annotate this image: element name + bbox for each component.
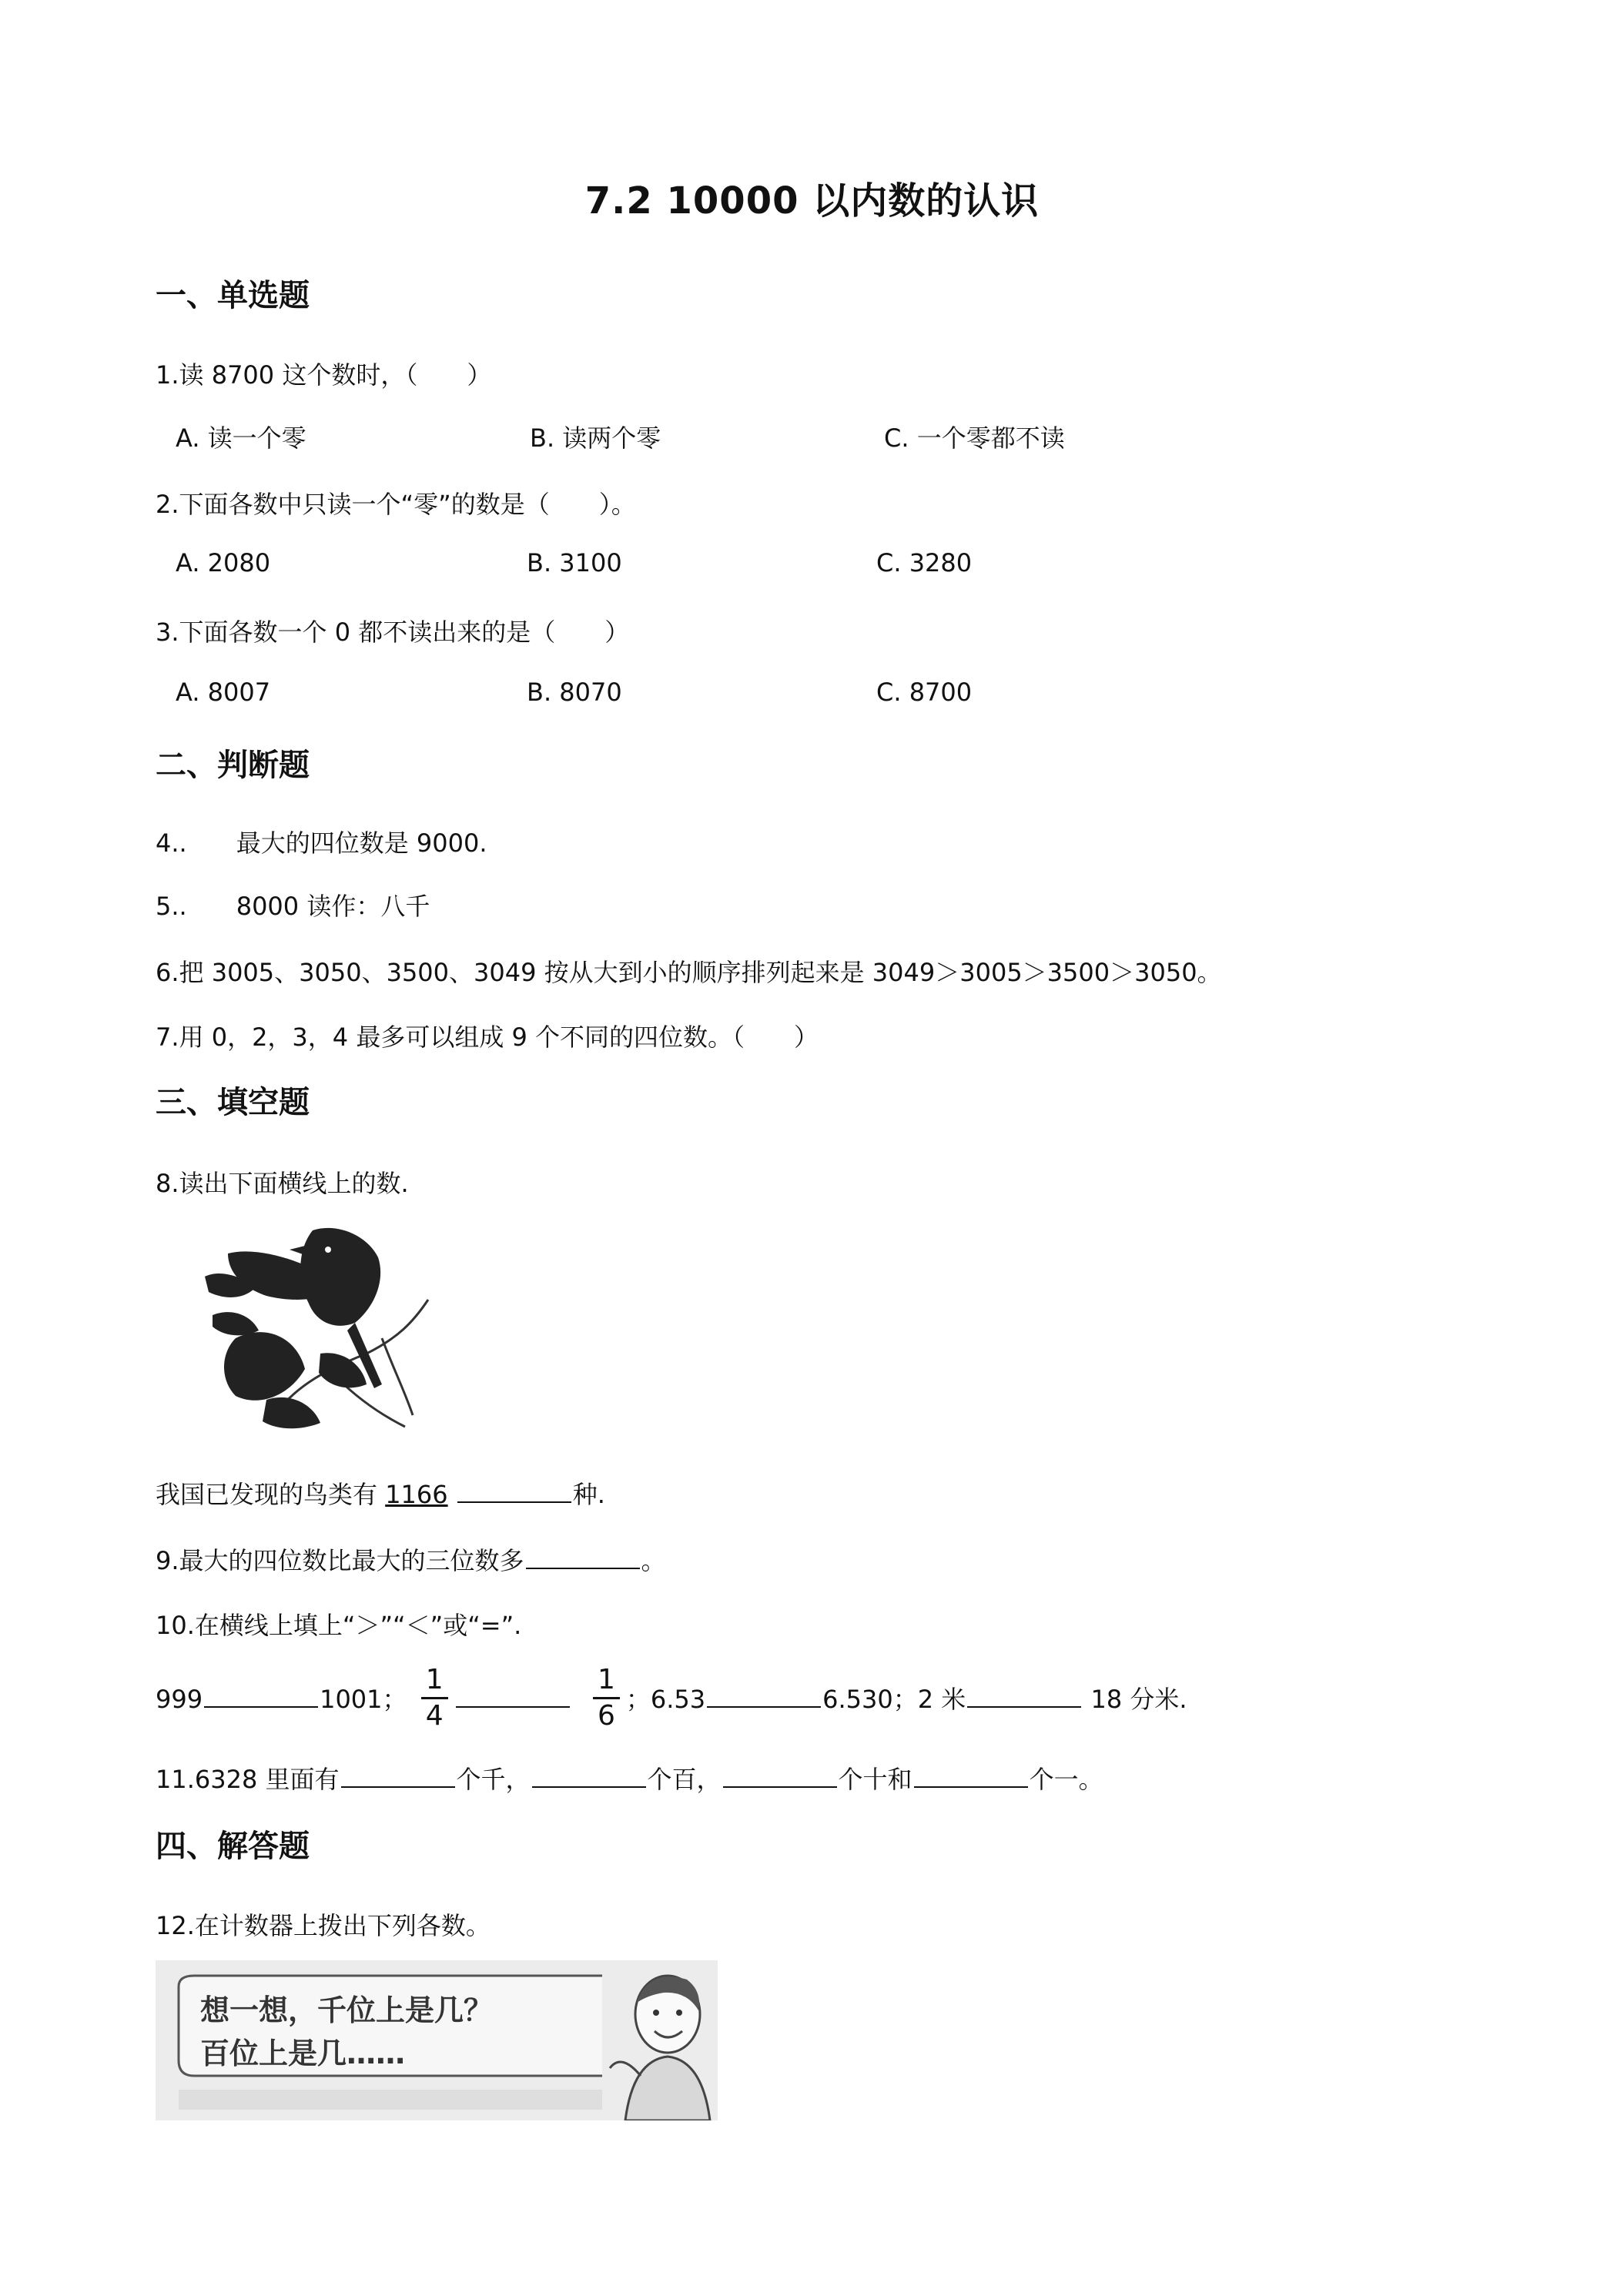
question-2-option-b: B. 3100 bbox=[527, 548, 622, 577]
question-7: 7.用 0，2，3，4 最多可以组成 9 个不同的四位数。（ ） bbox=[156, 1022, 819, 1052]
question-2-option-c: C. 3280 bbox=[876, 548, 973, 577]
section-heading-fill-blank: 三、填空题 bbox=[156, 1085, 310, 1120]
fraction-one-quarter: $\frac{1}{4}$ bbox=[421, 1666, 448, 1730]
question-1-stem: 1.读 8700 这个数时，（ ） bbox=[156, 360, 492, 390]
fraction-one-sixth: $\frac{1}{6}$ bbox=[593, 1666, 620, 1730]
question-4: 4.. 最大的四位数是 9000. bbox=[156, 828, 487, 858]
question-10-blank-1[interactable] bbox=[204, 1683, 318, 1708]
question-11-part-4: 个十和 bbox=[838, 1765, 912, 1794]
question-10-comparisons bbox=[156, 1665, 1187, 1734]
question-10-blank-2[interactable] bbox=[456, 1683, 570, 1708]
question-10-part-5: 18 分米. bbox=[1090, 1685, 1187, 1714]
question-8-underlined-number: 1166 bbox=[385, 1480, 448, 1509]
question-11-part-3: 个百， bbox=[647, 1765, 722, 1794]
question-3-option-b: B. 8070 bbox=[527, 678, 622, 707]
question-11-part-1: 11.6328 里面有 bbox=[156, 1765, 340, 1794]
question-10-stem: 10.在横线上填上“＞”“＜”或“=”. bbox=[156, 1611, 522, 1640]
question-11-blank-4[interactable] bbox=[914, 1763, 1028, 1788]
question-3-option-a: A. 8007 bbox=[176, 678, 271, 707]
question-11-blank-1[interactable] bbox=[341, 1763, 455, 1788]
question-1-option-a: A. 读一个零 bbox=[176, 423, 306, 453]
question-10-blank-3[interactable] bbox=[707, 1683, 821, 1708]
question-11-part-2: 个千， bbox=[456, 1765, 531, 1794]
question-10-blank-4[interactable] bbox=[967, 1683, 1081, 1708]
question-8-answer-line bbox=[156, 1475, 605, 1511]
question-11-part-5: 个一。 bbox=[1029, 1765, 1103, 1794]
question-9-blank[interactable] bbox=[526, 1545, 640, 1569]
question-12-stem: 12.在计数器上拨出下列各数。 bbox=[156, 1911, 491, 1940]
section-heading-single-choice: 一、单选题 bbox=[156, 278, 310, 313]
question-11 bbox=[156, 1760, 1103, 1796]
question-10-part-4: 6.530；2 米 bbox=[822, 1685, 966, 1714]
bubble-text-line-1: 想一想，千位上是几？ bbox=[200, 1993, 494, 2027]
teacher-figure-icon bbox=[602, 1960, 718, 2120]
question-8-blank[interactable] bbox=[457, 1478, 571, 1503]
question-9 bbox=[156, 1541, 666, 1577]
question-1-option-c: C. 一个零都不读 bbox=[884, 423, 1065, 453]
question-2-option-a: A. 2080 bbox=[176, 548, 271, 577]
page-title: 7.2 10000 以内数的认识 bbox=[584, 179, 1040, 223]
question-11-blank-3[interactable] bbox=[723, 1763, 837, 1788]
question-9-end: 。 bbox=[641, 1546, 666, 1575]
question-5: 5.. 8000 读作：八千 bbox=[156, 892, 430, 921]
question-6: 6.把 3005、3050、3500、3049 按从大到小的顺序排列起来是 3049＞3005＞3500＞3050。 bbox=[156, 958, 1222, 987]
section-heading-true-false: 二、判断题 bbox=[156, 748, 310, 783]
question-1-option-b: B. 读两个零 bbox=[530, 423, 661, 453]
question-10-part-2: 1001； bbox=[320, 1685, 407, 1714]
question-3-stem: 3.下面各数一个 0 都不读出来的是（ ） bbox=[156, 618, 630, 647]
thinking-teacher-illustration bbox=[156, 1960, 718, 2120]
bird-illustration bbox=[182, 1223, 440, 1440]
question-9-text: 9.最大的四位数比最大的三位数多 bbox=[156, 1546, 524, 1575]
question-8-stem: 8.读出下面横线上的数. bbox=[156, 1169, 409, 1198]
question-10-part-3: ；6.53 bbox=[625, 1685, 706, 1714]
question-8-text-after: 种. bbox=[572, 1480, 605, 1509]
question-8-text-before: 我国已发现的鸟类有 bbox=[156, 1480, 386, 1509]
question-11-blank-2[interactable] bbox=[532, 1763, 646, 1788]
question-3-option-c: C. 8700 bbox=[876, 678, 973, 707]
section-heading-solve: 四、解答题 bbox=[156, 1829, 310, 1864]
bubble-text-line-2: 百位上是几…… bbox=[200, 2037, 406, 2070]
question-10-part-1: 999 bbox=[156, 1685, 203, 1714]
question-2-stem: 2.下面各数中只读一个“零”的数是（ ）。 bbox=[156, 490, 636, 519]
